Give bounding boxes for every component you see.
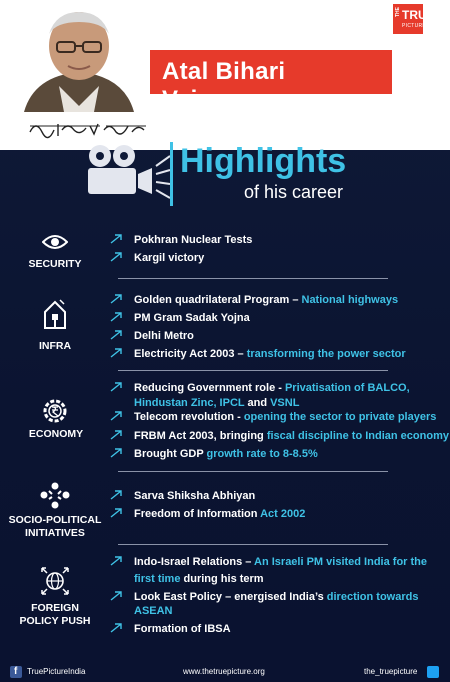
divider (118, 278, 388, 279)
category-label-infra: INFRA (38, 340, 72, 352)
item-text (134, 571, 264, 587)
globe-arrows-icon (40, 566, 70, 596)
item-text-highlight: Act 2002 (260, 508, 306, 520)
category-label-foreign-policy (14, 602, 96, 628)
brand-logo (393, 4, 435, 34)
item-text-highlight: Privatisation of BALCO, (284, 382, 410, 394)
arrow-icon (110, 411, 122, 421)
film-camera-icon (80, 142, 172, 202)
arrow-icon (110, 490, 122, 500)
item-text-highlight: An Israeli PM visited India for the (254, 556, 427, 568)
facebook-handle[interactable]: TruePictureIndia (27, 667, 86, 676)
item-text-part: Pokhran Nuclear Tests (134, 234, 253, 246)
item-text-part: FRBM Act 2003, bringing (134, 430, 267, 442)
signature-image (28, 118, 148, 140)
divider (118, 471, 388, 472)
item-text-part: Telecom revolution - (134, 411, 244, 423)
people-circle-icon (38, 480, 72, 510)
item-text (134, 488, 255, 504)
item-text-highlight: Hindustan Zinc, IPCL (134, 397, 245, 409)
category-label-line: SOCIO-POLITICAL (8, 514, 102, 526)
rupee-gear-icon (40, 396, 70, 426)
arrow-icon (110, 591, 122, 601)
portrait-photo (4, 6, 154, 112)
name-banner (150, 50, 392, 113)
item-text (134, 554, 427, 570)
header-section (0, 0, 450, 150)
arrow-icon (110, 448, 122, 458)
item-text (134, 346, 406, 362)
item-text-highlight: ASEAN (134, 605, 173, 617)
item-text-part: during his term (180, 573, 264, 585)
category-label-line: POLICY PUSH (19, 615, 91, 627)
item-text (134, 380, 410, 396)
item-text-highlight: National highways (301, 294, 399, 306)
arrow-icon (110, 430, 122, 440)
arrow-icon (110, 556, 122, 566)
arrow-icon (110, 508, 122, 518)
arrow-icon (110, 294, 122, 304)
item-text-highlight: first time (134, 573, 181, 585)
highlights-subtitle: of his career (244, 182, 344, 202)
arrow-icon (110, 312, 122, 322)
item-text-highlight: direction towards (326, 591, 419, 603)
arrow-icon (110, 623, 122, 633)
item-text-highlight: opening the sector to private players (243, 411, 437, 423)
house-plug-icon (42, 298, 68, 332)
item-text (134, 250, 204, 266)
item-text-part: Indo-Israel Relations – (134, 556, 255, 568)
title-accent-bar (170, 142, 173, 206)
arrow-icon (110, 330, 122, 340)
person-name: Atal Bihari Vajpayee (162, 58, 286, 113)
category-label-line: INITIATIVES (25, 527, 85, 539)
item-text-part: Look East Policy – energised India’s (134, 591, 327, 603)
item-text (134, 409, 436, 425)
item-text-part: Electricity Act 2003 – (134, 348, 247, 360)
item-text-part: Reducing Government role - (134, 382, 285, 394)
item-text-part: Brought GDP (134, 448, 207, 460)
item-text-part: Freedom of Information (134, 508, 261, 520)
facebook-icon: f (10, 666, 22, 678)
arrow-icon (110, 348, 122, 358)
website-link[interactable]: www.thetruepicture.org (183, 667, 265, 676)
item-text (134, 446, 318, 462)
arrow-icon (110, 252, 122, 262)
divider (118, 370, 388, 371)
item-text (134, 589, 418, 605)
divider (118, 544, 388, 545)
item-text-highlight: VSNL (270, 397, 300, 409)
item-text-highlight: fiscal discipline to Indian economy (266, 430, 449, 442)
item-text (134, 232, 252, 248)
item-text (134, 292, 398, 308)
item-text-highlight: transforming the power sector (246, 348, 406, 360)
item-text (134, 506, 305, 522)
item-text-part: Delhi Metro (134, 330, 194, 342)
category-label-socio-political (4, 514, 106, 540)
category-label-line: FOREIGN (31, 602, 79, 614)
category-label-economy: ECONOMY (28, 428, 84, 440)
item-text-part: Kargil victory (134, 252, 205, 264)
logo-picture: PICTURE (402, 23, 427, 29)
category-label-security: SECURITY (28, 258, 82, 270)
highlights-title: Highlights (180, 142, 347, 180)
twitter-handle[interactable]: the_truepicture (364, 667, 418, 676)
item-text (134, 428, 449, 444)
logo-true: TRUE (402, 8, 435, 22)
item-text-highlight: growth rate to 8-8.5% (206, 448, 318, 460)
twitter-icon (427, 666, 439, 678)
item-text (134, 621, 231, 637)
item-text-part: Golden quadrilateral Program – (134, 294, 302, 306)
item-text-part: and (244, 397, 271, 409)
item-text-part: Formation of IBSA (134, 623, 231, 635)
item-text (134, 603, 173, 619)
arrow-icon (110, 234, 122, 244)
item-text-part: Sarva Shiksha Abhiyan (134, 490, 256, 502)
footer (0, 662, 450, 682)
eye-icon (42, 232, 68, 252)
item-text (134, 328, 194, 344)
item-text (134, 310, 250, 326)
arrow-icon (110, 382, 122, 392)
item-text-part: PM Gram Sadak Yojna (134, 312, 250, 324)
logo-the: THE (395, 7, 401, 17)
